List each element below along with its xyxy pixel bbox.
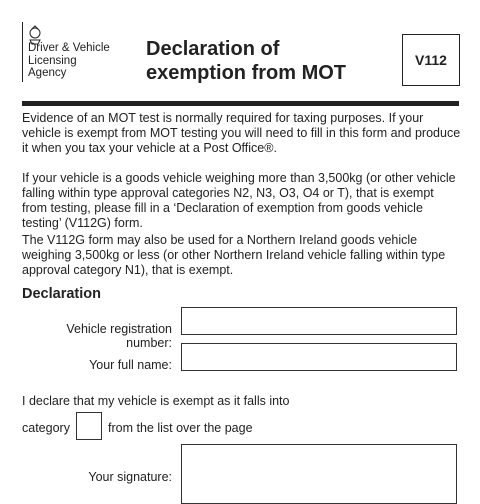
header-rule bbox=[22, 101, 459, 106]
category-suffix: from the list over the page bbox=[108, 421, 253, 435]
signature-field[interactable] bbox=[181, 444, 457, 504]
declaration-statement: I declare that my vehicle is exempt as it falls into bbox=[22, 394, 290, 408]
page-title: Declaration of exemption from MOT bbox=[146, 38, 347, 84]
form-code-badge: V112 bbox=[402, 34, 460, 86]
category-field[interactable] bbox=[76, 412, 102, 440]
intro-paragraph-3: The V112G form may also be used for a Northern Ireland goods vehicle weighing 3,500kg or less (or other Northern Ireland vehicle falling within type approval category N1), that is exempt. bbox=[22, 233, 446, 277]
full-name-label: Your full name: bbox=[89, 358, 172, 372]
agency-name: Driver & Vehicle Licensing Agency bbox=[28, 42, 110, 79]
category-label: category bbox=[22, 421, 70, 435]
agency-divider bbox=[22, 22, 23, 82]
registration-label: Vehicle registration number: bbox=[66, 322, 172, 350]
declaration-heading: Declaration bbox=[22, 286, 101, 302]
full-name-field[interactable] bbox=[181, 343, 457, 371]
registration-field[interactable] bbox=[181, 307, 457, 335]
intro-paragraph-2: If your vehicle is a goods vehicle weighing more than 3,500kg (or other vehicle falling within type approval categories N2, N3, O3, O4 or T), that is exempt from testing, please fill in a ‘Declaration of exemption from goods vehicle testing’ (V112G) form. bbox=[22, 171, 456, 230]
signature-label: Your signature: bbox=[88, 470, 172, 484]
intro-paragraph-1: Evidence of an MOT test is normally required for taxing purposes. If your vehicle is exempt from MOT testing you will need to fill in this form and produce it when you tax your vehicle at a Post Office®. bbox=[22, 111, 461, 155]
